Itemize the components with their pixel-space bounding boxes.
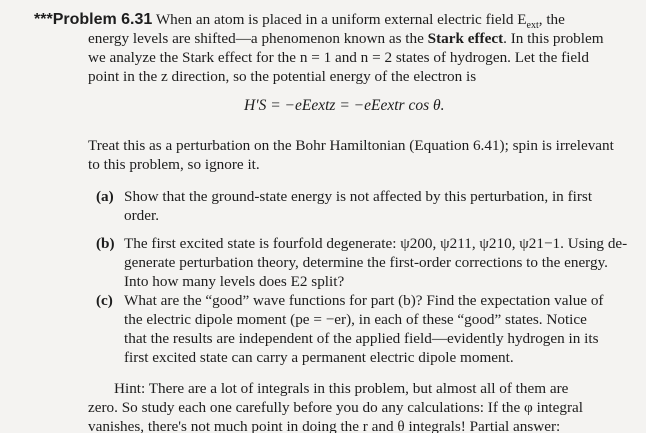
part-c-line-3: that the results are independent of the applied field—evidently hydrogen in its (124, 330, 599, 347)
field-subscript: ext (526, 20, 539, 32)
part-a-line-1: Show that the ground-state energy is not affected by this perturbation, in first (124, 188, 593, 205)
intro-line-1: When an atom is placed in a uniform external electric field E (155, 11, 527, 28)
hint-line-3-clip (0, 413, 646, 433)
part-a-line-2: order. (124, 207, 160, 224)
intro-line-1-tail: , the (538, 11, 565, 28)
intro-line-3: we analyze the Stark effect for the n = 1 and n = 2 states of hydrogen. Let the field (88, 49, 589, 66)
part-a-label: (a) (96, 188, 114, 205)
problem-heading: Problem 6.31 (52, 11, 153, 28)
treat-line-1: Treat this as a perturbation on the Bohr Hamiltonian (Equation 6.41); spin is irrelevant (88, 137, 614, 154)
part-b-line-3: Into how many levels does E2 split? (124, 273, 345, 290)
problem-stars: *** (34, 11, 53, 28)
part-c-line-1: What are the “good” wave functions for part (b)? Find the expectation value of (124, 292, 604, 309)
part-c-label: (c) (96, 292, 113, 309)
part-b-line-2: generate perturbation theory, determine the first-order corrections to the energy. (124, 254, 608, 271)
stark-effect-term: Stark effect (427, 30, 504, 47)
treat-line-2: to this problem, so ignore it. (88, 156, 260, 173)
hint-line-3: vanishes, there's not much point in doing the r and θ integrals! Partial answer: (88, 418, 561, 433)
perturbation-equation: H′S = −eEextz = −eEextr cos θ. (244, 97, 445, 114)
intro-line-2-tail: . In this problem (503, 30, 604, 47)
hint-line-2: zero. So study each one carefully before you do any calculations: If the φ integral (88, 399, 584, 416)
part-c-line-2: the electric dipole moment (pe = −er), in each of these “good” states. Notice (124, 311, 587, 328)
hint-line-1: Hint: There are a lot of integrals in this problem, but almost all of them are (114, 380, 569, 397)
intro-line-2: energy levels are shifted—a phenomenon known as the (88, 30, 428, 47)
part-b-line-1: The first excited state is fourfold degenerate: ψ200, ψ211, ψ210, ψ21−1. Using de- (124, 235, 628, 252)
part-b-label: (b) (96, 235, 115, 252)
intro-line-4: point in the z direction, so the potential energy of the electron is (88, 68, 477, 85)
intro-line-2-row (88, 30, 604, 48)
part-c-line-4: first excited state can carry a permanent electric dipole moment. (124, 349, 514, 366)
